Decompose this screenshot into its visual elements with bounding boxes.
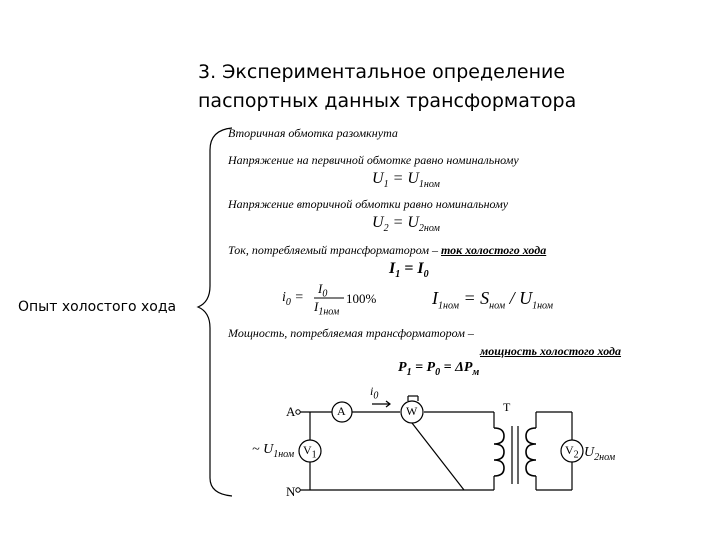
i0-circuit-label: $i_0$: [370, 384, 379, 402]
curly-brace: [198, 128, 232, 496]
node-a-label: A: [286, 404, 296, 419]
terminal-a: [296, 410, 300, 414]
primary-coil: [494, 428, 504, 476]
ammeter-label: A: [337, 404, 346, 418]
title-line-2: паспортных данных трансформатора: [198, 90, 577, 112]
item-power: Мощность, потребляемая трансформатором –: [228, 326, 474, 340]
title-line-1: 3. Экспериментальное определение: [198, 61, 566, 83]
voltmeter2-label: $V_2$: [565, 443, 579, 461]
secondary-coil: [526, 428, 536, 476]
item-current: Ток, потребляемый трансформатором – ток холостого хода: [228, 243, 547, 257]
side-label: Опыт холостого хода: [18, 299, 177, 315]
power-term: мощность холостого хода: [480, 344, 622, 358]
current-term: ток холостого хода: [440, 243, 547, 257]
node-n-label: N: [286, 484, 296, 499]
wattmeter-label: W: [406, 404, 418, 418]
item-secondary-open: Вторичная обмотка разомкнута: [228, 126, 398, 140]
u1nom-label: ~ $U_{1ном}$: [252, 442, 295, 460]
voltmeter1-label: $V_1$: [303, 443, 317, 461]
formula-u2: $U_2 = U_{2ном}$: [372, 214, 440, 235]
formula-i1: $I_1 = I_0$: [389, 260, 429, 281]
u2nom-label: $U_{2ном}$: [584, 445, 616, 463]
terminal-n: [296, 488, 300, 492]
fraction-numerator: $I_0$: [318, 281, 328, 300]
percent-label: 100%: [346, 291, 377, 306]
item-secondary-voltage: Напряжение вторичной обмотки равно номинальному: [228, 197, 509, 211]
formula-u1: $U_1 = U_{1ном}$: [372, 170, 440, 191]
formula-power: $P_1 = P_0 = \Delta P_м$: [398, 360, 480, 378]
formula-i1nom: $I_{1ном} = S_{ном} / U_{1ном}$: [432, 288, 554, 312]
transformer-label: T: [503, 400, 511, 414]
fraction-denominator: $I_{1ном}$: [314, 299, 340, 318]
formula-i0-lhs: $i_0$ =: [282, 290, 304, 308]
item-primary-voltage: Напряжение на первичной обмотке равно номинальному: [228, 153, 519, 167]
